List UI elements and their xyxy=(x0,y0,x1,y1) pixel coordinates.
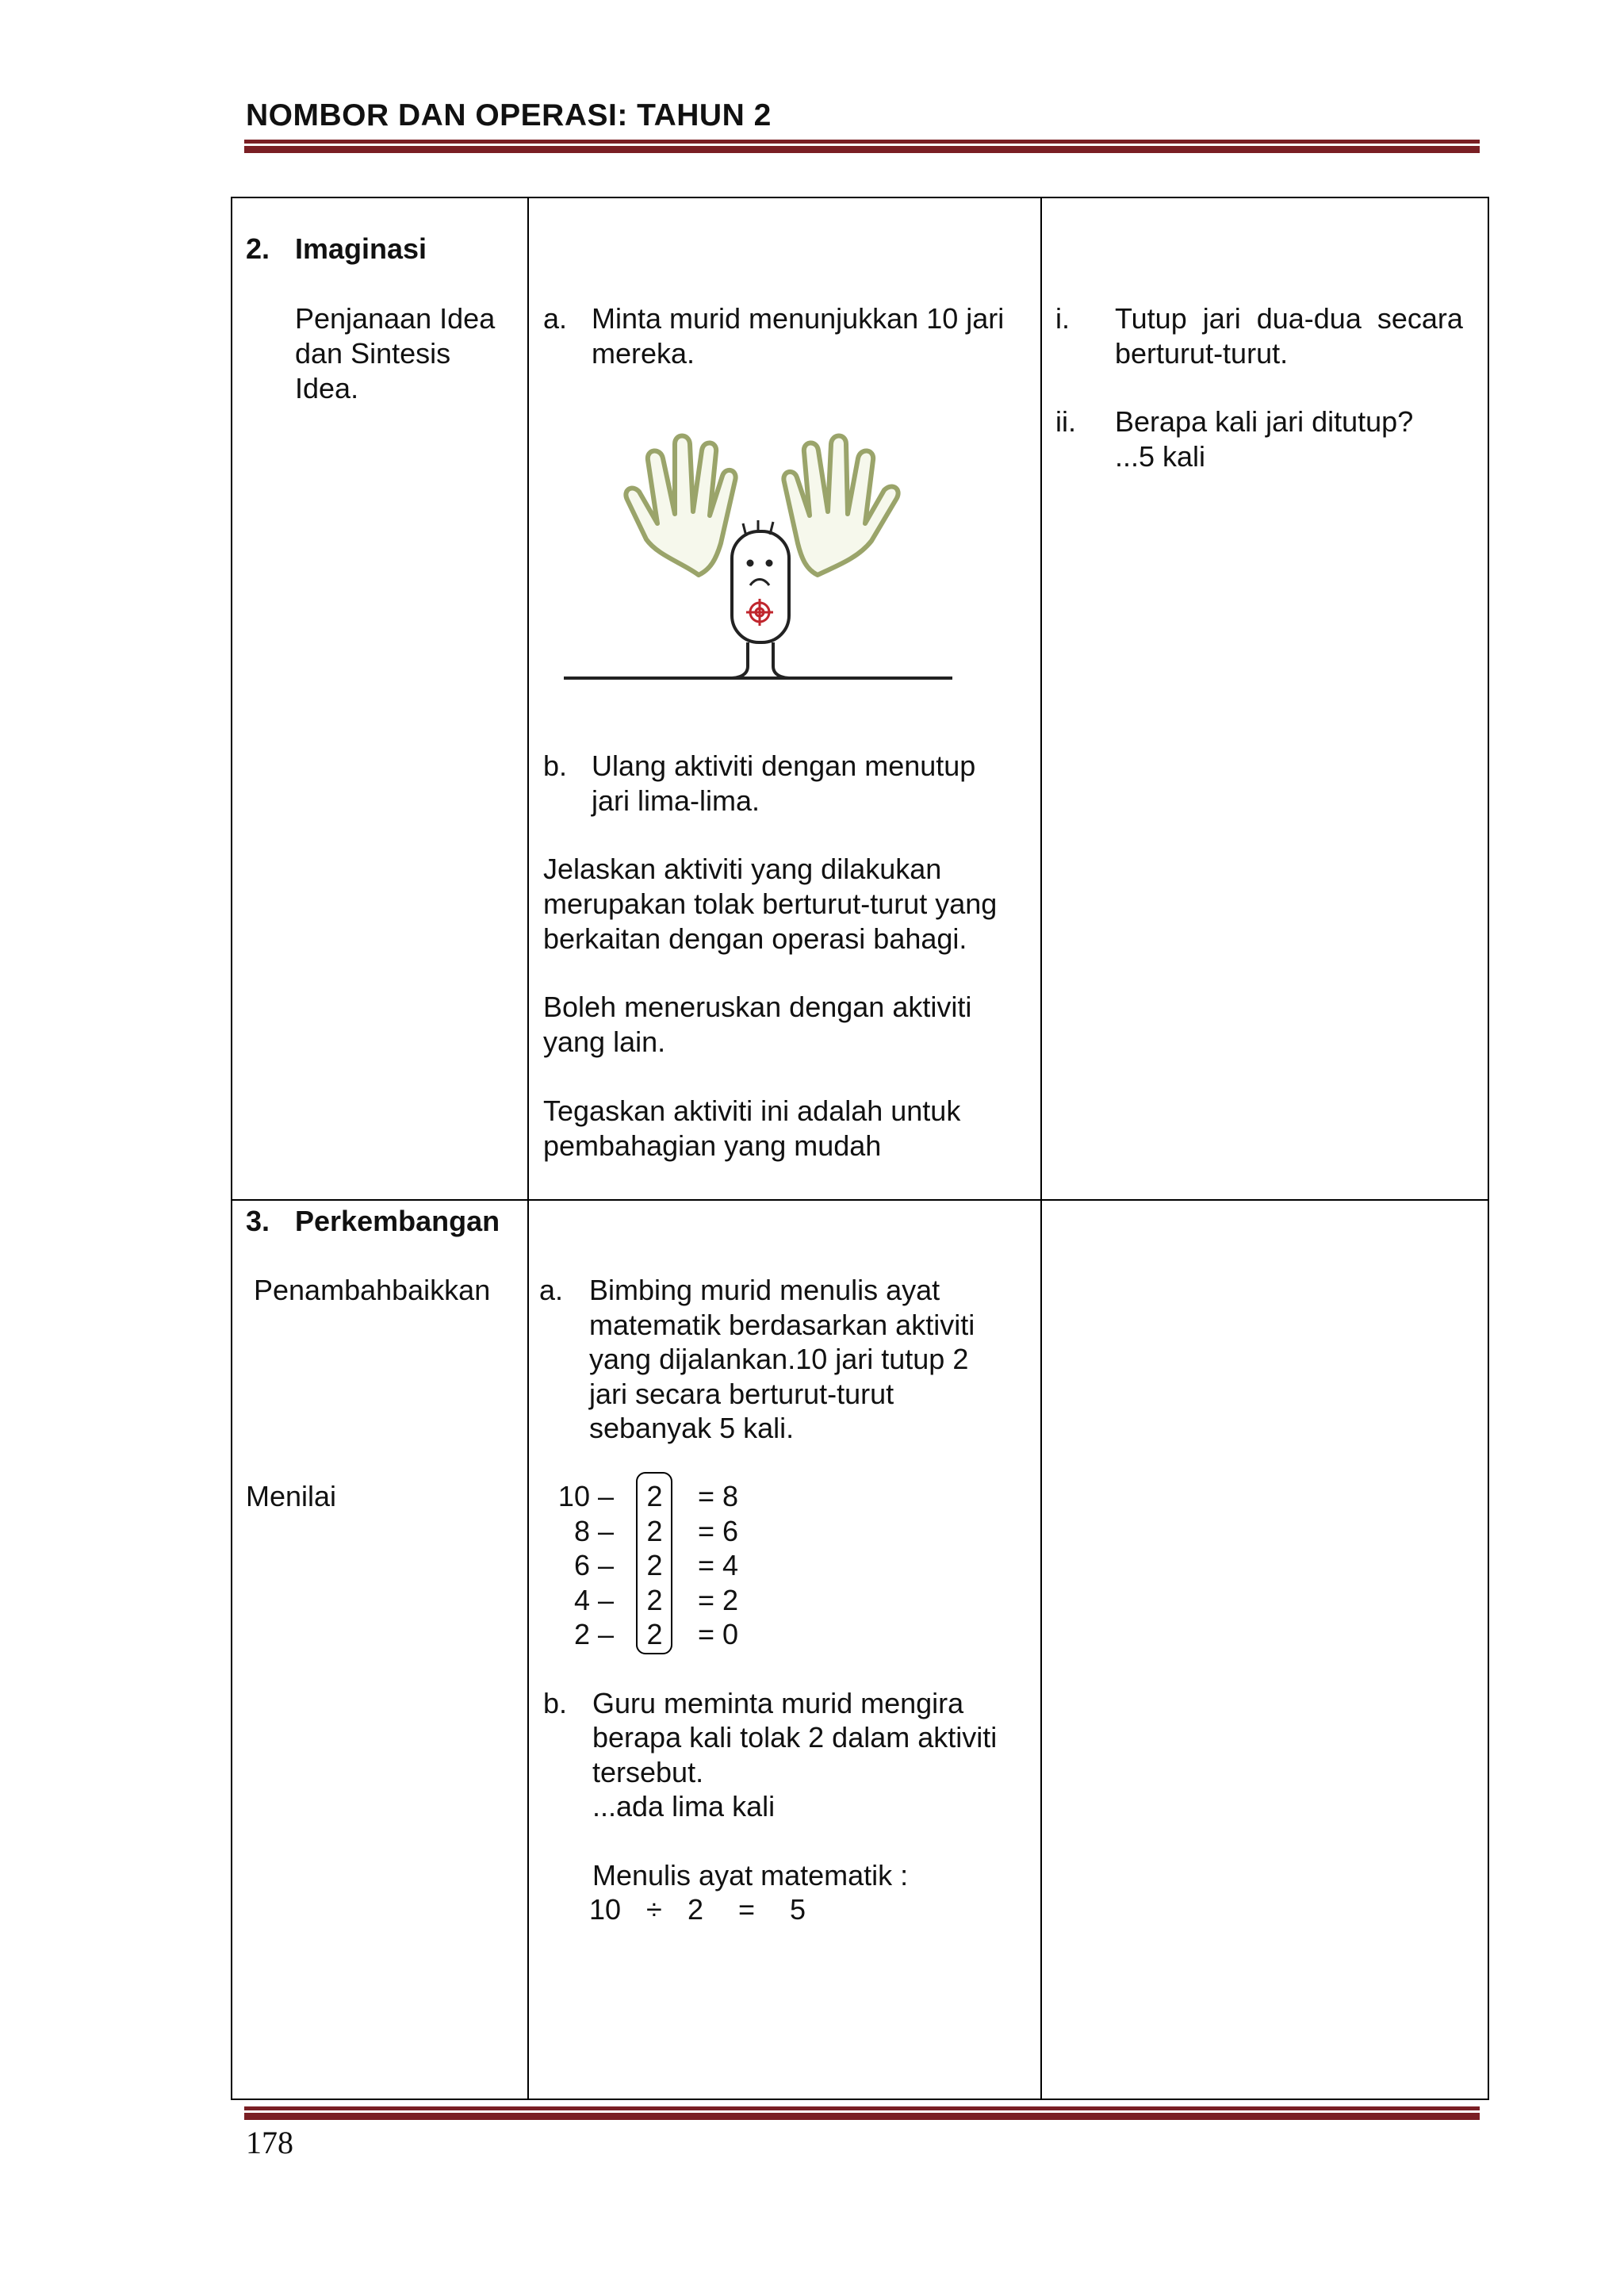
stage3-title: Perkembangan xyxy=(295,1205,500,1237)
division-equals: = xyxy=(738,1893,756,1926)
equation-1-result: = 8 xyxy=(698,1480,739,1512)
table-border-top xyxy=(231,197,1489,198)
equation-4-subtrahend: 2 xyxy=(646,1584,663,1616)
division-operator: ÷ xyxy=(646,1893,662,1926)
equation-5-subtrahend: 2 xyxy=(646,1618,663,1650)
equation-4-left: 4 – xyxy=(573,1584,614,1616)
table-border-left xyxy=(231,197,232,2100)
stage2-subtitle-line2: dan Sintesis xyxy=(295,337,451,370)
page-header-title: NOMBOR DAN OPERASI: TAHUN 2 xyxy=(246,98,772,132)
equation-2-result: = 6 xyxy=(698,1515,739,1547)
stage3-activity-b-line3: tersebut. xyxy=(592,1756,704,1788)
stage3-activity-a-line5: sebanyak 5 kali. xyxy=(589,1412,795,1444)
stage3-activity-a-line3: yang dijalankan.10 jari tutup 2 xyxy=(589,1343,969,1375)
division-divisor: 2 xyxy=(688,1893,704,1926)
stage3-activity-b-marker: b. xyxy=(543,1687,568,1719)
stage2-number: 2. xyxy=(246,232,270,265)
stage2-paragraph3-line2: pembahagian yang mudah xyxy=(543,1129,882,1162)
header-rule xyxy=(244,140,1480,153)
stage2-note-ii-line1: Berapa kali jari ditutup? xyxy=(1115,405,1414,438)
footer-rule xyxy=(244,2106,1480,2120)
stage2-activity-b-line1: Ulang aktiviti dengan menutup xyxy=(592,749,976,782)
stage3-activity-a-line4: jari secara berturut-turut xyxy=(589,1378,894,1410)
stage2-note-i-line2: berturut-turut. xyxy=(1115,337,1289,370)
stage2-note-ii-marker: ii. xyxy=(1055,405,1076,438)
stage2-subtitle-line3: Idea. xyxy=(295,372,359,404)
equation-5-result: = 0 xyxy=(698,1618,739,1650)
stage3-activity-a-marker: a. xyxy=(539,1274,564,1306)
equation-1-left: 10 – xyxy=(557,1480,614,1512)
stage3-activity-a-line2: matematik berdasarkan aktiviti xyxy=(589,1309,975,1341)
row-divider xyxy=(231,1199,1489,1201)
column-divider-1 xyxy=(527,197,529,2100)
equation-3-left: 6 – xyxy=(573,1549,614,1581)
stage3-activity-b-line4: ...ada lima kali xyxy=(592,1790,776,1823)
stage2-note-i-line1: Tutup jari dua-dua secara xyxy=(1115,302,1463,335)
lesson-table xyxy=(231,197,1489,2100)
stage2-activity-b-line2: jari lima-lima. xyxy=(592,784,760,817)
stage2-paragraph2-line1: Boleh meneruskan dengan aktiviti xyxy=(543,991,972,1023)
equation-3-subtrahend: 2 xyxy=(646,1549,663,1581)
stage3-sub1: Penambahbaikkan xyxy=(254,1274,491,1306)
stage2-activity-b-marker: b. xyxy=(543,749,568,782)
stage3-activity-b-line2: berapa kali tolak 2 dalam aktiviti xyxy=(592,1721,998,1754)
stage2-paragraph1-line1: Jelaskan aktiviti yang dilakukan xyxy=(543,853,942,885)
table-border-bottom xyxy=(231,2099,1489,2100)
stage3-number: 3. xyxy=(246,1205,270,1237)
stage2-subtitle-line1: Penjanaan Idea xyxy=(295,302,496,335)
equation-5-left: 2 – xyxy=(573,1618,614,1650)
equation-2-left: 8 – xyxy=(573,1515,614,1547)
stage2-activity-a-line1: Minta murid menunjukkan 10 jari xyxy=(592,302,1005,335)
division-dividend: 10 xyxy=(589,1893,622,1926)
stage3-activity-b-line1: Guru meminta murid mengira xyxy=(592,1687,964,1719)
stage2-activity-a-marker: a. xyxy=(543,302,568,335)
hands-illustration xyxy=(564,404,976,738)
stage2-paragraph2-line2: yang lain. xyxy=(543,1025,666,1058)
division-result: 5 xyxy=(790,1893,806,1926)
stage2-note-ii-line2: ...5 kali xyxy=(1115,440,1206,473)
equation-3-result: = 4 xyxy=(698,1549,739,1581)
stage2-activity-a-line2: mereka. xyxy=(592,337,695,370)
table-border-right xyxy=(1488,197,1489,2100)
equation-2-subtrahend: 2 xyxy=(646,1515,663,1547)
stage2-paragraph1-line3: berkaitan dengan operasi bahagi. xyxy=(543,922,967,955)
stage3-activity-a-line1: Bimbing murid menulis ayat xyxy=(589,1274,940,1306)
equation-4-result: = 2 xyxy=(698,1584,739,1616)
stage2-title: Imaginasi xyxy=(295,232,427,265)
column-divider-2 xyxy=(1040,197,1042,2100)
stage2-paragraph3-line1: Tegaskan aktiviti ini adalah untuk xyxy=(543,1094,961,1127)
equation-1-subtrahend: 2 xyxy=(646,1480,663,1512)
math-sentence-label: Menulis ayat matematik : xyxy=(592,1859,909,1892)
stage2-paragraph1-line2: merupakan tolak berturut-turut yang xyxy=(543,887,998,920)
page-number: 178 xyxy=(246,2125,293,2160)
stage2-note-i-marker: i. xyxy=(1055,302,1070,335)
stage3-sub2: Menilai xyxy=(246,1480,337,1512)
